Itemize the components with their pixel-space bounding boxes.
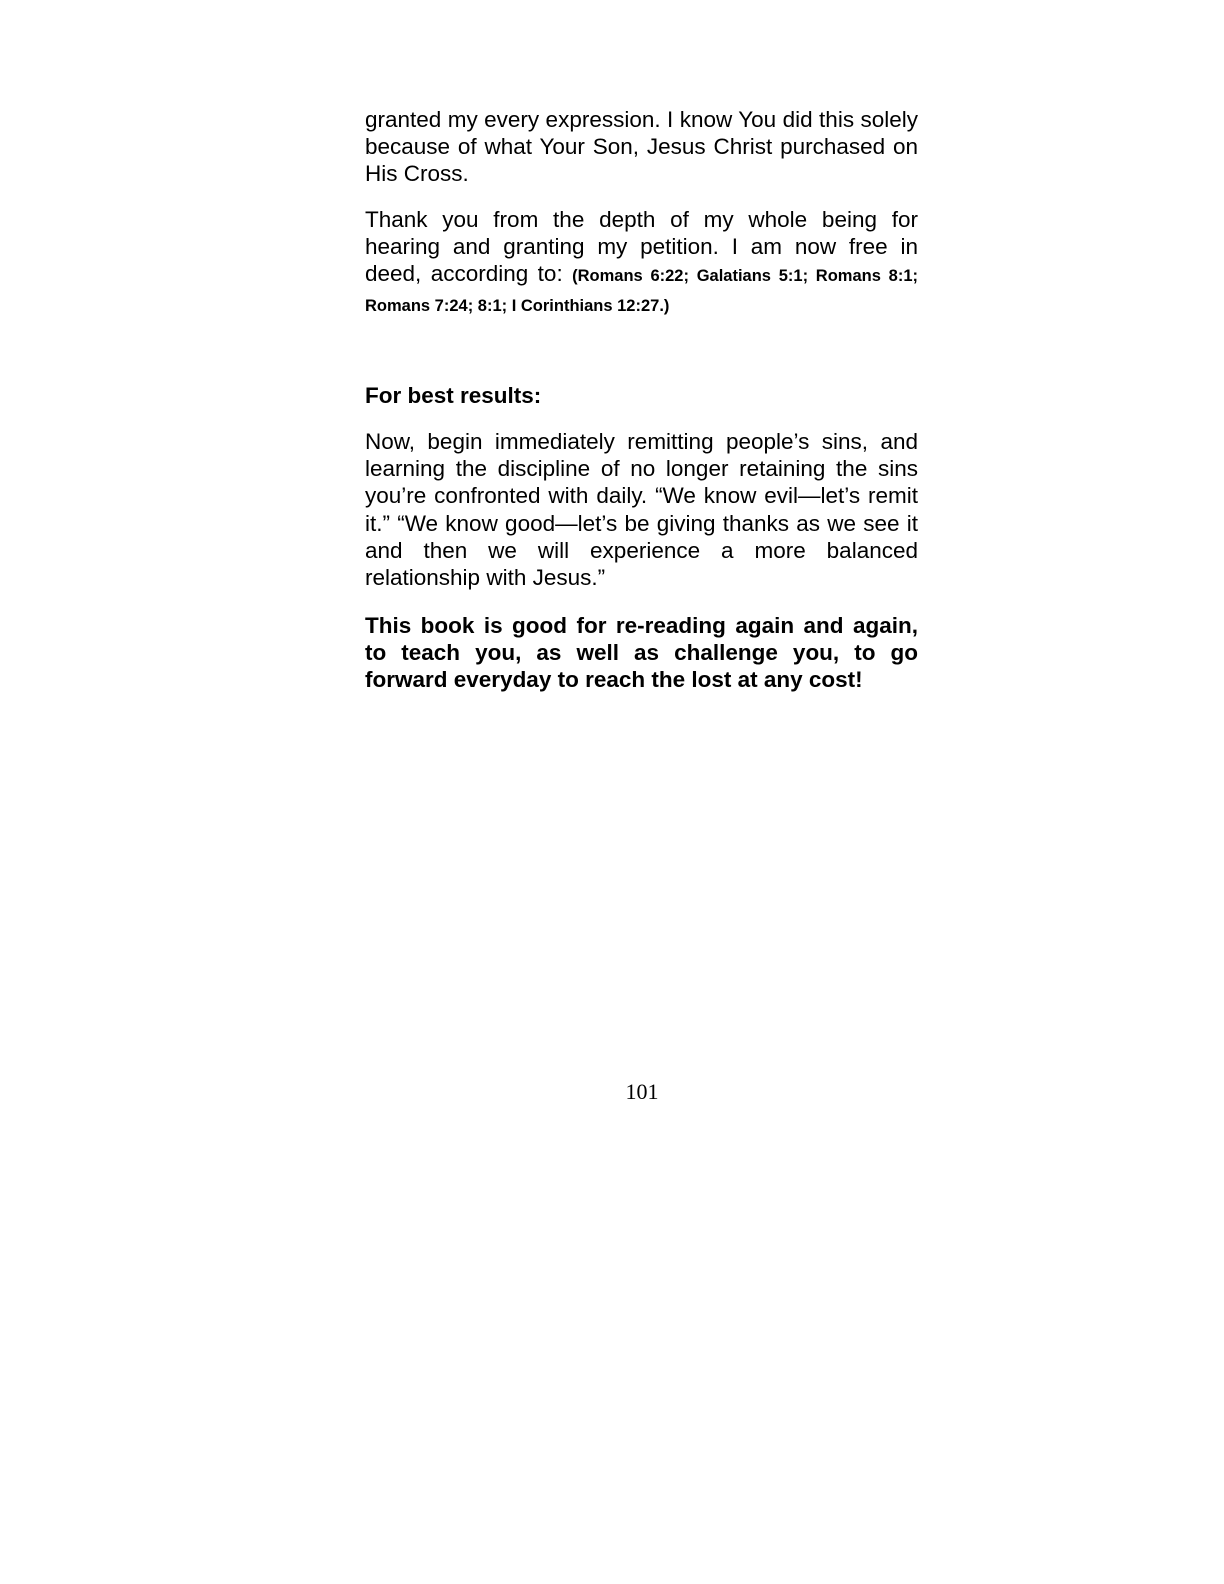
paragraph-remitting: Now, begin immediately remitting people’s sins, and learning the discipline of no longer retaining the sins you’re confronted with daily. “We know evil—let’s remit it.” “We know good—let’s be giving thanks as we see it and then we will experience a more balanced relationship with Jesus.” xyxy=(365,429,918,591)
paragraph-granted: granted my every expression. I know You did this solely because of what Your Son, Jesus Christ purchased on His Cross. xyxy=(365,107,918,187)
scripture-references: (Romans 6:22; Galatians 5:1; Romans 8:1; Romans 7:24; 8:1; I Corinthians 12:27.) xyxy=(365,267,918,316)
page-number: 101 xyxy=(625,1079,659,1104)
text-column xyxy=(365,106,918,693)
best-results-heading: For best results: xyxy=(365,383,542,408)
paragraph-thank-you-text: Thank you from the depth of my whole being for hearing and granting my petition. I am now free in deed, according to: xyxy=(365,206,918,287)
paragraph-thank-you xyxy=(365,206,918,321)
paragraph-closing-bold: This book is good for re-reading again and again, to teach you, as well as challenge you, to go forward everyday to reach the lost at any cost! xyxy=(365,613,918,693)
